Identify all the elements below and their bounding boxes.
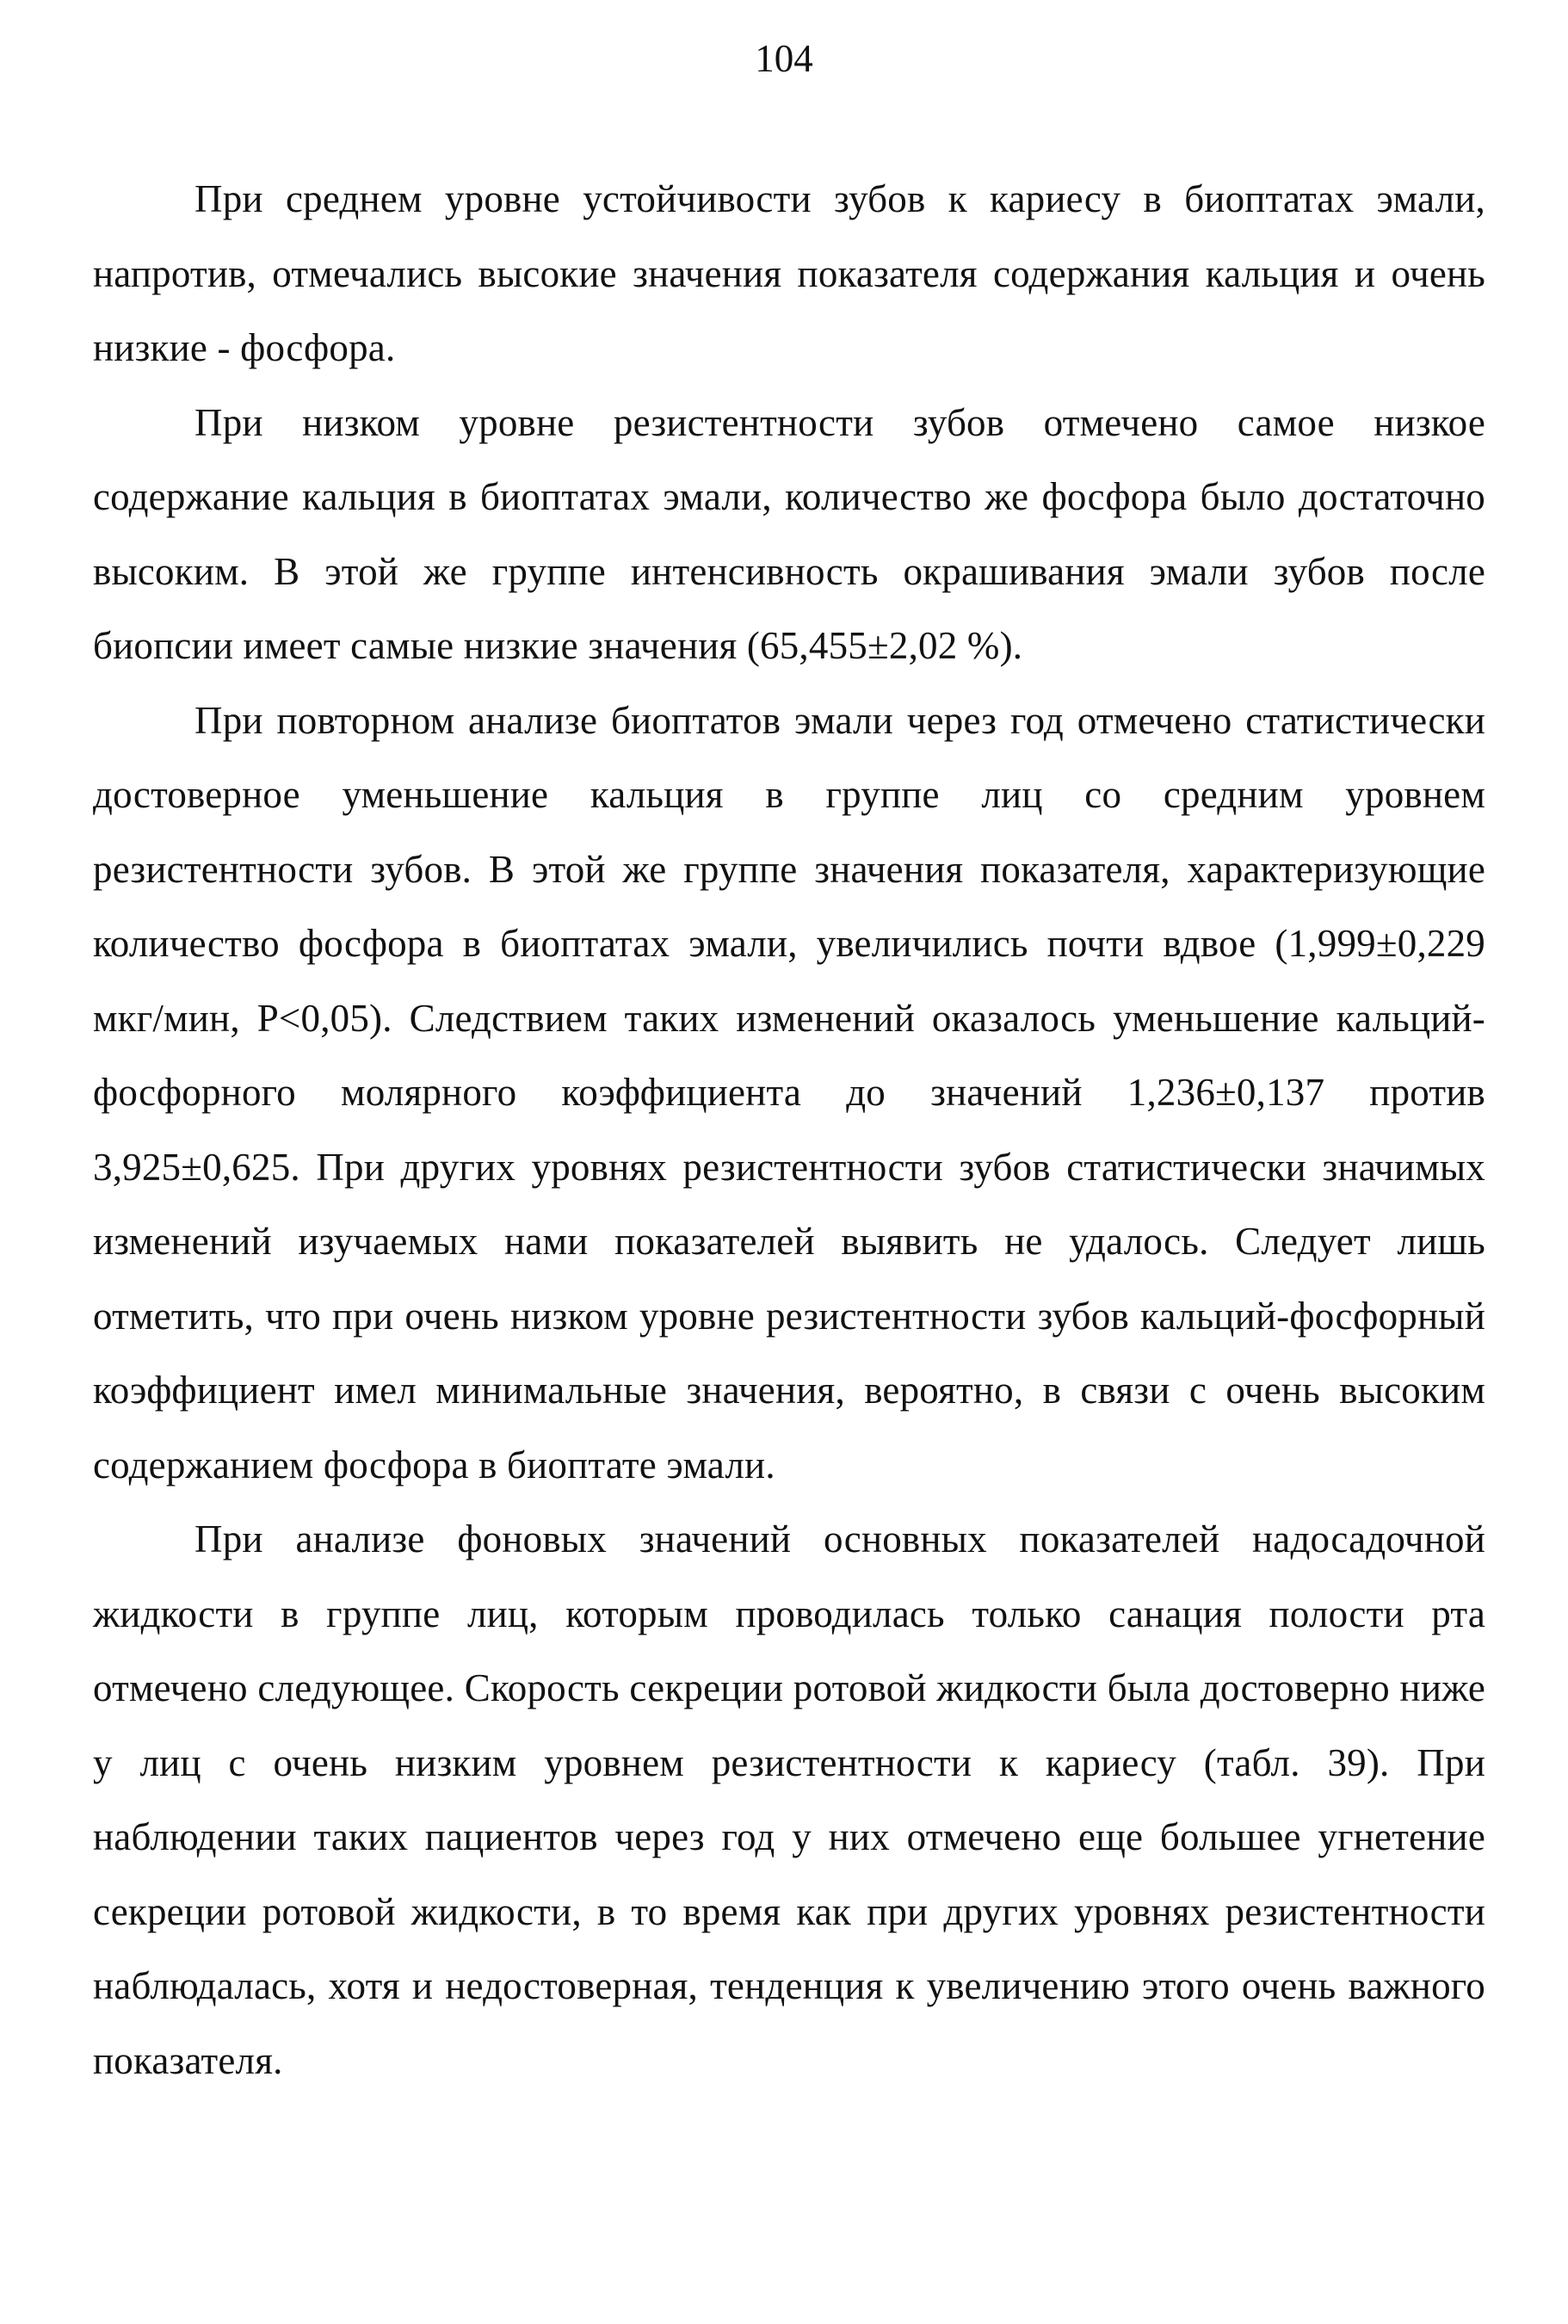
page-number: 104 xyxy=(755,37,813,80)
paragraph-3: При повторном анализе биоптатов эмали через год отмечено статистически достоверное уменьшение кальция в группе лиц со средним уровнем резистентности зубов. В этой же группе значения показателя, характеризующие количество фосфора в биоптатах эмали, увеличились почти вдвое (1,999±0,229 мкг/мин, P<0,05). Следствием таких изменений оказалось уменьшение кальций-фосфорного молярного коэффициента до значений 1,236±0,137 против 3,925±0,625. При других уровнях резистентности зубов статистически значимых изменений изучаемых нами показателей выявить не удалось. Следует лишь отметить, что при очень низком уровне резистентности зубов кальций-фосфорный коэффициент имел минимальные значения, вероятно, в связи с очень высоким содержанием фосфора в биоптате эмали. xyxy=(93,698,1485,1486)
paragraph-2: При низком уровне резистентности зубов отмечено самое низкое содержание кальция в биоптатах эмали, количество же фосфора было достаточно высоким. В этой же группе интенсивность окрашивания эмали зубов после биопсии имеет самые низкие значения (65,455±2,02 %). xyxy=(93,400,1485,667)
paragraph-4: При анализе фоновых значений основных показателей надосадочной жидкости в группе лиц, которым проводилась только санация полости рта отмечено следующее. Скорость секреции ротовой жидкости была достоверно ниже у лиц с очень низким уровнем резистентности к кариесу (табл. 39). При наблюдении таких пациентов через год у них отмечено еще большее угнетение секреции ротовой жидкости, в то время как при других уровнях резистентности наблюдалась, хотя и недостоверная, тенденция к увеличению этого очень важного показателя. xyxy=(93,1517,1485,2082)
paragraph-1: При среднем уровне устойчивости зубов к кариесу в биоптатах эмали, напротив, отмечались высокие значения показателя содержания кальция и очень низкие - фосфора. xyxy=(93,177,1485,369)
body-text xyxy=(93,162,1485,2098)
